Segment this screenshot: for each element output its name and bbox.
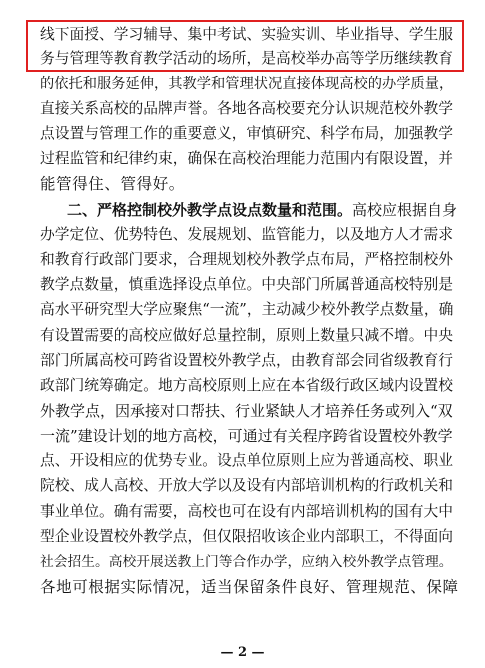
text-line: 过程监管和纪律约束，确保在高校治理能力范围内有限设置，并 bbox=[40, 150, 453, 167]
text-line: 型企业设置校外教学点，但仅限招收该企业内部职工，不得面向 bbox=[40, 528, 453, 545]
text-line: 务与管理等教育教学活动的场所，是高校举办高等学历继续教育 bbox=[40, 50, 453, 67]
text-line: 院校、成人高校、开放大学以及设有内部培训机构的行政机关和 bbox=[40, 477, 453, 494]
text-line: 一流”建设计划的地方高校，可通过有关程序跨省设置校外教学 bbox=[40, 427, 453, 445]
text-line: 能管得住、管得好。 bbox=[40, 175, 185, 193]
text-line: 外教学点，因承接对口帮扶、行业紧缺人才培养任务或列入“双 bbox=[40, 402, 453, 420]
page-number: — 2 — bbox=[220, 645, 265, 660]
text-line: 教学点数量，慎重选择设点单位。中央部门所属普通高校特别是 bbox=[40, 276, 453, 293]
text-line: 点、开设相应的优势专业。设点单位原则上应为普通高校、职业 bbox=[40, 452, 453, 469]
text-line: 线下面授、学习辅导、集中考试、实验实训、毕业指导、学生服 bbox=[40, 26, 453, 43]
text-line: 办学定位、优势特色、发展规划、监管能力，以及地方人才需求 bbox=[40, 226, 453, 243]
text-line: 高水平研究型大学应聚焦“一流”，主动减少校外教学点数量，确 bbox=[40, 301, 454, 318]
text-line: 事业单位。确有需要，高校也可在设有内部培训机构的国有大中 bbox=[40, 503, 453, 520]
text-line: 的依托和服务延伸，其教学和管理状况直接体现高校的办学质量， bbox=[40, 76, 454, 92]
text-line: 和教育行政部门要求，合理规划校外教学点布局，严格控制校外 bbox=[40, 251, 453, 268]
text-line: 社会招生。高校开展送教上门等合作办学，应纳入校外教学点管理。 bbox=[40, 554, 453, 570]
text-line: 点设置与管理工作的重要意义，审慎研究、科学布局，加强教学 bbox=[40, 125, 453, 142]
text-line: 各地可根据实际情况，适当保留条件良好、管理规范、保障 bbox=[40, 578, 459, 596]
text-line: 直接关系高校的品牌声誉。各地各高校要充分认识规范校外教学 bbox=[40, 100, 453, 117]
section-2-heading: 二、严格控制校外教学点设点数量和范围。 bbox=[67, 201, 353, 219]
text-line: 有设置需要的高校应做好总量控制，原则上数量只减不增。中央 bbox=[40, 327, 453, 344]
section-2-first-line bbox=[67, 200, 458, 220]
text-line: 部门所属高校可跨省设置校外教学点，由教育部会同省级教育行 bbox=[40, 352, 453, 369]
text-line: 政部门统筹确定。地方高校原则上应在本省级行政区域内设置校 bbox=[40, 377, 453, 394]
section-2-first-text: 高校应根据自身 bbox=[352, 201, 458, 219]
